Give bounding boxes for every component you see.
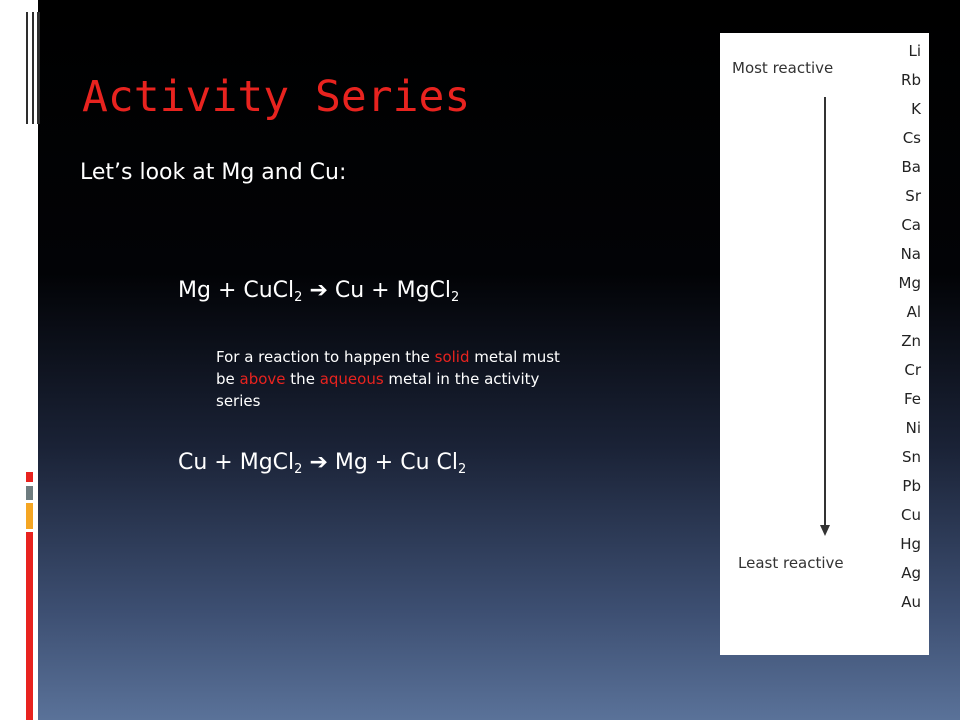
metal-item: Sn: [901, 448, 921, 466]
equation-cu-mgcl2: Cu + MgCl$_2$ ➔ Mg + Cu $Cl_2$: [178, 450, 467, 477]
metal-item: Pb: [902, 477, 921, 495]
reaction-rule-note: For a reaction to happen the solid metal must be above the aqueous metal in the activity series: [216, 348, 560, 410]
metal-item: Ag: [901, 564, 921, 582]
metal-item: Ni: [905, 419, 921, 437]
metal-item: Al: [906, 303, 921, 321]
stripe-red-long: [26, 532, 33, 720]
metal-item: Au: [901, 593, 921, 611]
metal-item: Ba: [901, 158, 921, 176]
most-reactive-label: Most reactive: [732, 59, 834, 77]
metal-item: Mg: [898, 274, 921, 292]
metal-item: Zn: [901, 332, 921, 350]
metal-item: Cr: [904, 361, 921, 379]
metal-item: Hg: [900, 535, 921, 553]
slide-title: Activity Series: [82, 72, 471, 122]
equation-mg-cucl2: Mg + CuCl$_2$ ➔ Cu + MgCl$_2$: [178, 278, 460, 305]
arrow-icon: ➔: [309, 278, 328, 303]
metal-item: Sr: [905, 187, 921, 205]
metal-item: Cu: [901, 506, 921, 524]
metal-item: Fe: [903, 390, 921, 408]
metal-item: Li: [908, 42, 921, 60]
stripe-red: [26, 472, 33, 482]
reactivity-arrow-line: [824, 97, 826, 527]
metal-list: [899, 37, 921, 617]
metal-item: K: [911, 100, 921, 118]
stripe-orange: [26, 503, 33, 529]
stripe-gray: [26, 486, 33, 500]
arrow-icon: ➔: [309, 450, 328, 475]
least-reactive-label: Least reactive: [738, 554, 844, 572]
metal-item: Na: [900, 245, 921, 263]
metal-item: Cs: [902, 129, 921, 147]
arrow-down-icon: [820, 525, 830, 536]
activity-series-panel: [720, 33, 929, 655]
slide-subtitle: Let’s look at Mg and Cu:: [80, 160, 347, 185]
metal-item: Ca: [901, 216, 921, 234]
metal-item: Rb: [901, 71, 921, 89]
